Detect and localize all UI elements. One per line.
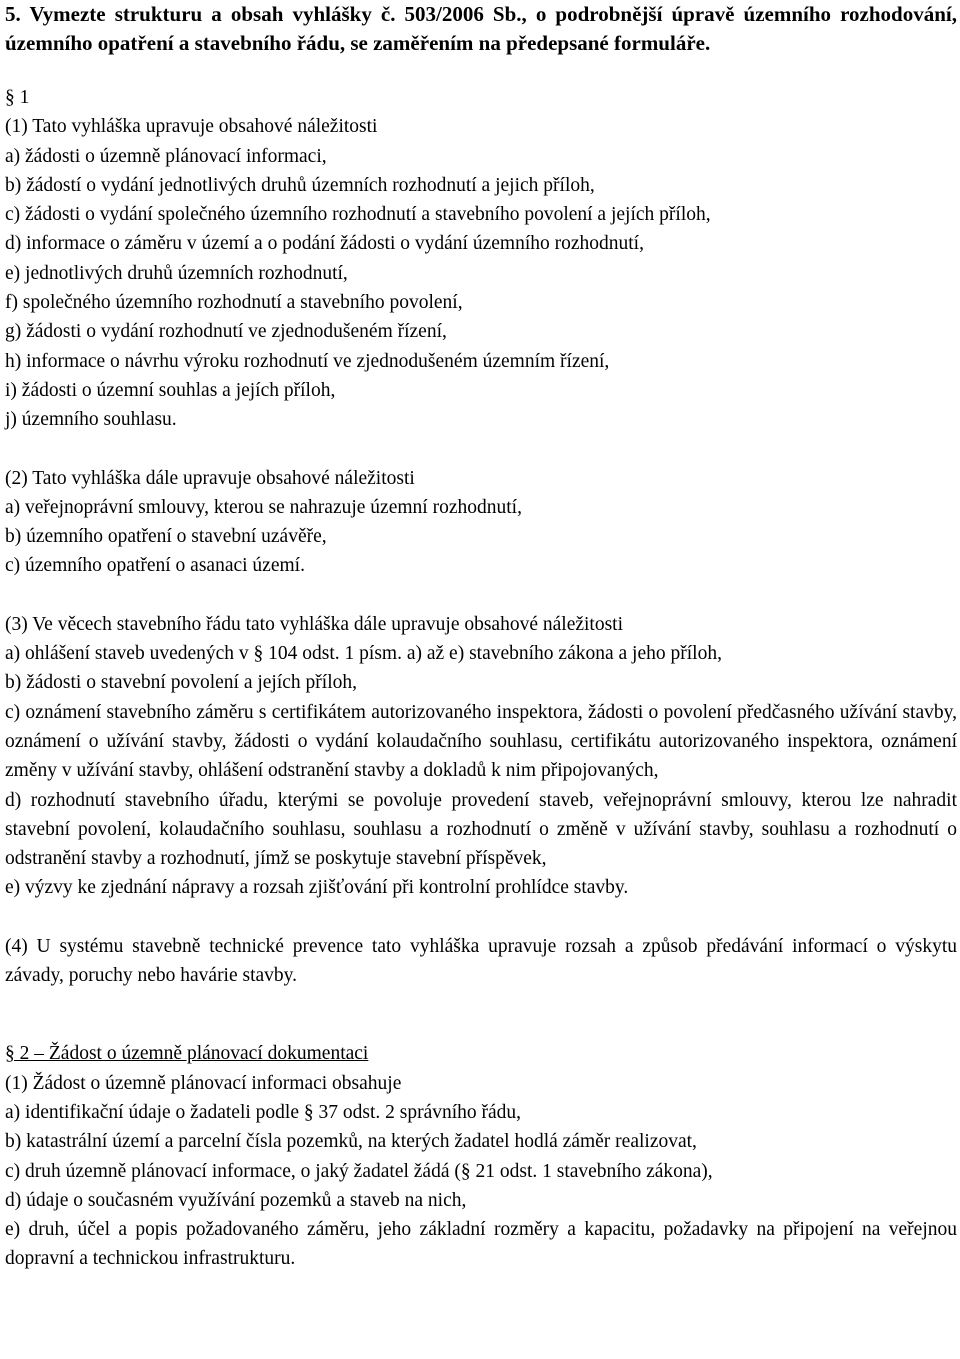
s2-p1-intro: (1) Žádost o územně plánovací informaci obsahuje	[5, 1072, 402, 1094]
section-2	[5, 1039, 957, 1273]
list-item: b) žádostí o vydání jednotlivých druhů územních rozhodnutí a jejich příloh,	[5, 174, 595, 196]
list-item: g) žádosti o vydání rozhodnutí ve zjednodušeném řízení,	[5, 321, 447, 343]
s1-p2-intro: (2) Tato vyhláška dále upravuje obsahové náležitosti	[5, 467, 415, 489]
list-item: b) žádosti o stavební povolení a jejích příloh,	[5, 672, 357, 694]
paragraph-gap	[5, 903, 957, 932]
paragraph-gap	[5, 435, 957, 464]
list-item: a) identifikační údaje o žadateli podle § 37 odst. 2 správního řádu,	[5, 1101, 522, 1123]
list-item: e) výzvy ke zjednání nápravy a rozsah zjišťování při kontrolní prohlídce stavby.	[5, 877, 629, 899]
list-item: e) jednotlivých druhů územních rozhodnutí,	[5, 262, 348, 284]
section-1	[5, 83, 957, 990]
list-item: i) žádosti o územní souhlas a jejích příloh,	[5, 379, 336, 401]
list-item: h) informace o návrhu výroku rozhodnutí ve zjednodušeném územním řízení,	[5, 350, 610, 372]
section-1-heading: § 1	[5, 87, 30, 108]
paragraph-gap	[5, 581, 957, 610]
list-item: a) žádosti o územně plánovací informaci,	[5, 145, 327, 167]
section-gap	[5, 990, 957, 1039]
list-item: e) druh, účel a popis požadovaného záměru, jeho základní rozměry a kapacitu, požadavky na připojení na veřejnou dopravní a technickou infrastrukturu.	[5, 1219, 957, 1270]
list-item: c) územního opatření o asanaci území.	[5, 555, 305, 577]
list-item: b) katastrální území a parcelní čísla pozemků, na kterých žadatel hodlá záměr realizovat,	[5, 1131, 697, 1153]
list-item: j) územního souhlasu.	[5, 409, 177, 431]
s1-p4: (4) U systému stavebně technické prevence tato vyhláška upravuje rozsah a způsob předávání informací o výskytu závady, poruchy nebo havárie stavby.	[5, 935, 957, 987]
list-item: d) rozhodnutí stavebního úřadu, kterými se povoluje provedení staveb, veřejnoprávní smlouvy, kterou lze nahradit stavební povolení, kolaudačního souhlasu, souhlasu a rozhodnutí o změně v užívání stavby, souhlasu a rozhodnutí o odstranění stavby a rozhodnutí, jímž se poskytuje stavební příspěvek,	[5, 789, 957, 870]
list-item: a) ohlášení staveb uvedených v § 104 odst. 1 písm. a) až e) stavebního zákona a jeho příloh,	[5, 643, 722, 665]
list-item: f) společného územního rozhodnutí a stavebního povolení,	[5, 292, 463, 314]
list-item: c) žádosti o vydání společného územního rozhodnutí a stavebního povolení a jejích příloh,	[5, 204, 711, 226]
list-item: b) územního opatření o stavební uzávěře,	[5, 526, 327, 548]
document-page	[5, 0, 957, 1274]
s1-p1-intro: (1) Tato vyhláška upravuje obsahové náležitosti	[5, 116, 378, 138]
list-item: d) informace o záměru v území a o podání žádosti o vydání územního rozhodnutí,	[5, 233, 644, 255]
section-2-heading: § 2 – Žádost o územně plánovací dokumentaci	[5, 1043, 369, 1065]
question-title: 5. Vymezte strukturu a obsah vyhlášky č. 503/2006 Sb., o podrobnější úpravě územního rozhodování, územního opatření a stavebního řádu, se zaměřením na předepsané formuláře.	[5, 2, 957, 55]
list-item: c) druh územně plánovací informace, o jaký žadatel žádá (§ 21 odst. 1 stavebního zákona),	[5, 1160, 713, 1182]
list-item: c) oznámení stavebního záměru s certifikátem autorizovaného inspektora, žádosti o povolení předčasného užívání stavby, oznámení o užívání stavby, žádosti o vydání kolaudačního souhlasu, certifikátu autorizovaného inspektora, oznámení změny v užívání stavby, ohlášení odstranění stavby a dokladů k nim připojovaných,	[5, 701, 957, 782]
list-item: a) veřejnoprávní smlouvy, kterou se nahrazuje územní rozhodnutí,	[5, 496, 522, 518]
list-item: d) údaje o současném využívání pozemků a staveb na nich,	[5, 1189, 467, 1211]
s1-p3-intro: (3) Ve věcech stavebního řádu tato vyhláška dále upravuje obsahové náležitosti	[5, 613, 624, 635]
